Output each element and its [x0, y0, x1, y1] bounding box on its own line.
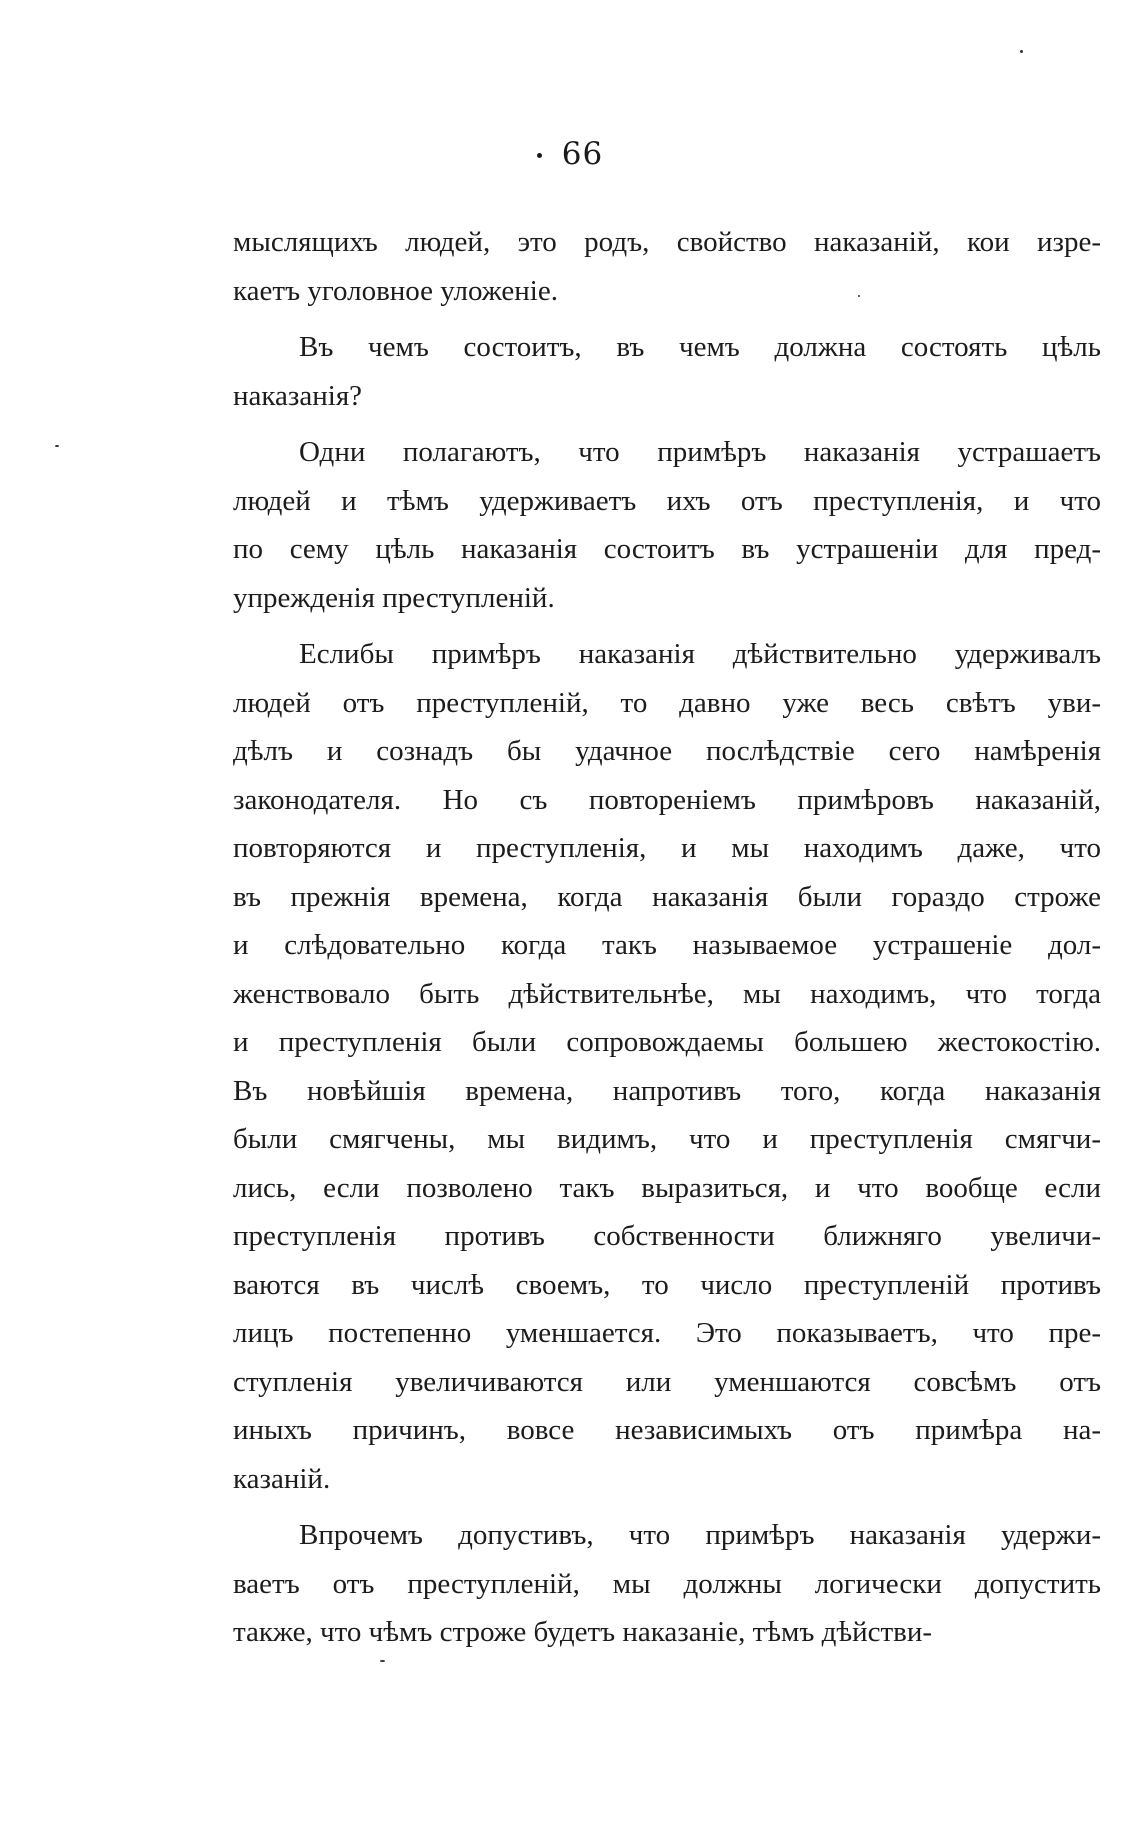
paragraph	[233, 323, 1101, 420]
text-line: женствовало быть дѣйствительнѣе, мы находимъ, что тогда	[233, 977, 1101, 1010]
text-line: каетъ уголовное уложеніе.	[233, 274, 558, 307]
text-line: упрежденія преступленій.	[233, 581, 555, 614]
text-line: людей отъ преступленій, то давно уже весь свѣтъ уви-	[233, 686, 1101, 719]
text-line: Впрочемъ допустивъ, что примѣръ наказанія удержи-	[299, 1519, 1101, 1551]
text-line: Еслибы примѣръ наказанія дѣйствительно удерживалъ	[299, 638, 1101, 670]
text-line: ваетъ отъ преступленій, мы должны логически допустить	[233, 1567, 1101, 1600]
text-line: казаній.	[233, 1462, 331, 1495]
text-line: дѣлъ и сознадъ бы удачное послѣдствіе сего намѣренія	[233, 735, 1101, 767]
paragraph	[233, 1511, 1101, 1657]
text-line: также, что чѣмъ строже будетъ наказаніе, тѣмъ дѣйстви-	[233, 1616, 933, 1648]
text-line: были смягчены, мы видимъ, что и преступленія смягчи-	[233, 1123, 1101, 1155]
text-line: законодателя. Но съ повтореніемъ примѣровъ наказаній,	[233, 783, 1101, 816]
text-line: людей и тѣмъ удерживаетъ ихъ отъ преступленія, и что	[233, 484, 1101, 517]
text-line: преступленія противъ собственности ближняго увеличи-	[233, 1220, 1101, 1252]
text-line: ступленія увеличиваются или уменшаются совсѣмъ отъ	[233, 1365, 1101, 1398]
text-line: и преступленія были сопровождаемы большею жестокостію.	[233, 1026, 1101, 1058]
text-line: лись, если позволено такъ выразиться, и что вообще если	[233, 1171, 1101, 1204]
print-speck	[858, 295, 860, 297]
text-line: повторяются и преступленія, и мы находимъ даже, что	[233, 832, 1101, 864]
body-text	[233, 218, 1101, 1657]
paragraph	[233, 630, 1101, 1503]
print-speck	[55, 445, 59, 447]
print-speck	[1020, 50, 1023, 53]
text-line: мыслящихъ людей, это родъ, свойство наказаній, кои изре-	[233, 226, 1101, 258]
text-line: иныхъ причинъ, вовсе независимыхъ отъ примѣра на-	[233, 1414, 1101, 1446]
paragraph	[233, 218, 1101, 315]
text-line: по сему цѣль наказанія состоитъ въ устрашеніи для пред-	[233, 533, 1101, 565]
text-line: ваются въ числѣ своемъ, то число преступленій противъ	[233, 1268, 1101, 1301]
text-line: и слѣдовательно когда такъ называемое устрашеніе дол-	[233, 929, 1101, 961]
paragraph	[233, 428, 1101, 622]
text-line: Одни полагаютъ, что примѣръ наказанія устрашаетъ	[299, 436, 1101, 468]
print-speck	[380, 1660, 385, 1662]
page-number-dot	[537, 153, 542, 158]
text-line: наказанія?	[233, 379, 363, 412]
page-number-text: 66	[561, 136, 604, 172]
text-line: Въ новѣйшія времена, напротивъ того, когда наказанія	[233, 1074, 1101, 1107]
text-line: лицъ постепенно уменшается. Это показываетъ, что пре-	[233, 1317, 1101, 1349]
text-line: въ прежнія времена, когда наказанія были гораздо строже	[233, 880, 1101, 913]
text-line: Въ чемъ состоитъ, въ чемъ должна состоять цѣль	[299, 331, 1101, 363]
page-number	[0, 136, 1140, 172]
